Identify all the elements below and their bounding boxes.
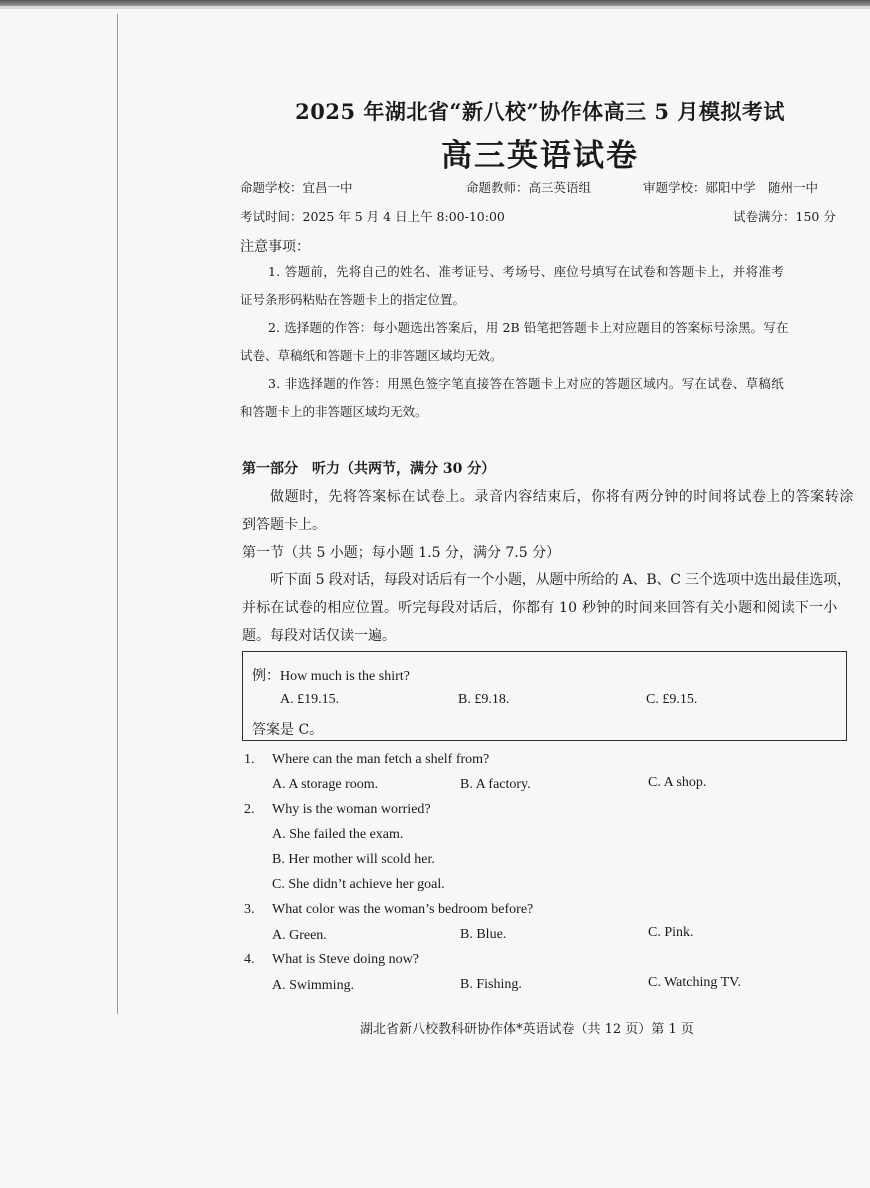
notice-heading: 注意事项：: [240, 239, 310, 255]
option-a: A. Swimming.: [272, 978, 355, 993]
question-number: 1.: [244, 752, 255, 767]
notice-item-3-line2: 和答题卡上的非答题区域均无效。: [240, 404, 428, 419]
example-option-a: A. £19.15.: [280, 692, 340, 707]
example-option-b: B. £9.18.: [458, 692, 510, 707]
example-question: 例：How much is the shirt?: [252, 669, 410, 684]
option-c: C. A shop.: [648, 775, 707, 790]
example-option-c: C. £9.15.: [646, 692, 698, 707]
full-score: 试卷满分：150 分: [733, 209, 836, 224]
paper-title: 高三英语试卷: [441, 138, 639, 174]
proposer-teacher: 命题教师：高三英语组: [466, 180, 592, 195]
option-c: C. Watching TV.: [648, 975, 741, 990]
part1-intro-line2: 到答题卡上。: [242, 517, 326, 533]
notice-item-2-line1: 2. 选择题的作答：每小题选出答案后，用 2B 铅笔把答题卡上对应题目的答案标号涂黑。写在: [268, 320, 789, 335]
question-text: Why is the woman worried?: [272, 802, 431, 817]
example-answer: 答案是 C。: [252, 722, 324, 738]
notice-item-3-line1: 3. 非选择题的作答：用黑色签字笔直接答在答题卡上对应的答题区域内。写在试卷、草稿纸: [268, 376, 785, 391]
section1-instructions-line2: 并标在试卷的相应位置。听完每段对话后，你都有 10 秒钟的时间来回答有关小题和阅读下一小: [242, 600, 838, 616]
option-a: A. A storage room.: [272, 777, 379, 792]
option-a: A. Green.: [272, 928, 327, 943]
part1-intro-line1: 做题时，先将答案标在试卷上。录音内容结束后，你将有两分钟的时间将试卷上的答案转涂: [270, 489, 854, 505]
notice-item-1-line2: 证号条形码粘贴在答题卡上的指定位置。: [240, 292, 466, 307]
scan-edge-shadow: [0, 6, 870, 9]
section1-instructions-line1: 听下面 5 段对话，每段对话后有一个小题，从题中所给的 A、B、C 三个选项中选出最佳选项，: [270, 572, 851, 588]
option-b: B. Fishing.: [460, 977, 522, 992]
option-c: C. She didn’t achieve her goal.: [272, 877, 445, 892]
exam-title: 2025 年湖北省“新八校”协作体高三 5 月模拟考试: [295, 99, 785, 124]
option-a: A. She failed the exam.: [272, 827, 404, 842]
question-number: 4.: [244, 952, 255, 967]
notice-item-2-line2: 试卷、草稿纸和答题卡上的非答题区域均无效。: [240, 348, 503, 363]
question-text: What color was the woman’s bedroom before?: [272, 902, 534, 917]
section1-instructions-line3: 题。每段对话仅读一遍。: [242, 628, 396, 644]
question-number: 2.: [244, 802, 255, 817]
section1-heading: 第一节（共 5 小题；每小题 1.5 分，满分 7.5 分）: [242, 545, 561, 561]
notice-item-1-line1: 1. 答题前，先将自己的姓名、准考证号、考场号、座位号填写在试卷和答题卡上，并将准考: [268, 264, 785, 279]
option-c: C. Pink.: [648, 925, 694, 940]
option-b: B. A factory.: [460, 777, 531, 792]
question-text: Where can the man fetch a shelf from?: [272, 752, 490, 767]
option-b: B. Blue.: [460, 927, 507, 942]
reviewer-school: 审题学校：郧阳中学 随州一中: [643, 180, 819, 195]
option-b: B. Her mother will scold her.: [272, 852, 435, 867]
proposer-school: 命题学校：宜昌一中: [240, 180, 353, 195]
question-number: 3.: [244, 902, 255, 917]
question-text: What is Steve doing now?: [272, 952, 419, 967]
page-footer: 湖北省新八校教科研协作体*英语试卷（共 12 页）第 1 页: [360, 1022, 694, 1037]
exam-time: 考试时间：2025 年 5 月 4 日上午 8:00-10:00: [240, 209, 505, 224]
part1-heading: 第一部分 听力（共两节，满分 30 分）: [242, 461, 496, 477]
